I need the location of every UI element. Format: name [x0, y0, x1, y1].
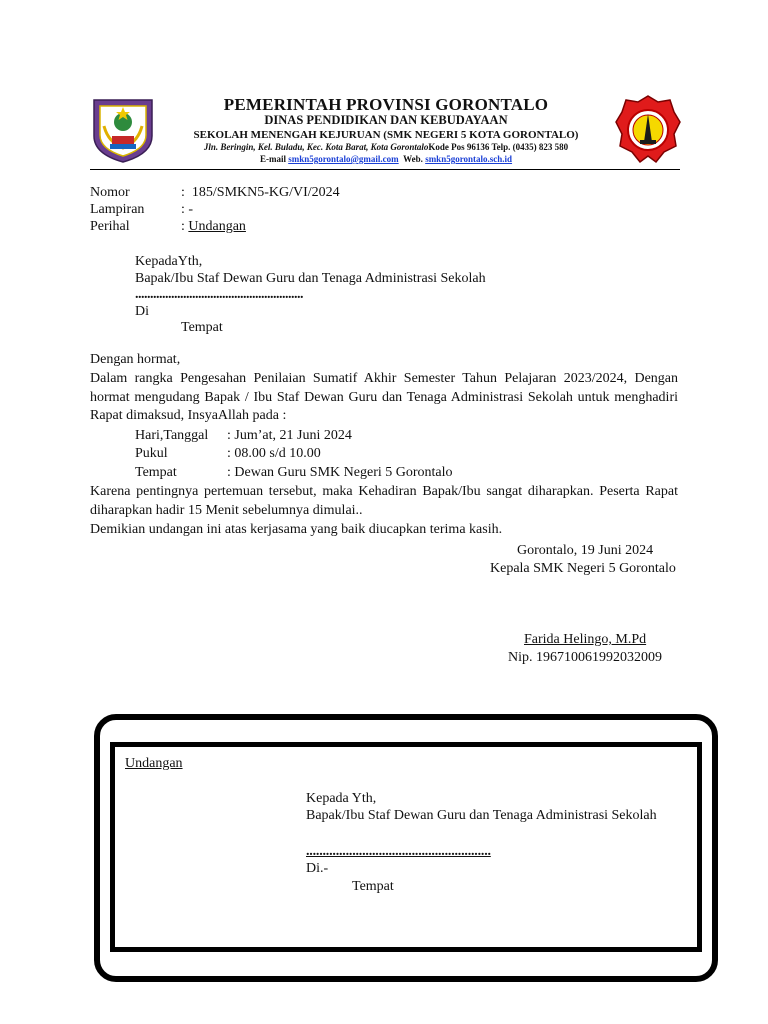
- detail-time-value: : 08.00 s/d 10.00: [227, 446, 321, 461]
- web-link[interactable]: smkn5gorontalo.sch.id: [425, 154, 513, 164]
- nomor-value: : 185/SMKN5-KG/VI/2024: [181, 185, 340, 200]
- header-address: [180, 142, 592, 152]
- envelope-kepada: Kepada Yth,: [306, 791, 377, 806]
- detail-date-value: : Jum’at, 21 Juni 2024: [227, 428, 352, 443]
- address-postal-phone: Kode Pos 96136 Telp. (0435) 823 580: [428, 142, 569, 152]
- web-label: Web.: [403, 154, 423, 164]
- body-paragraph-1: Dalam rangka Pengesahan Penilaian Sumatif Akhir Semester Tahun Pelajaran 2023/2024, Dengan hormat mengudang Bapak / Ibu Staf Dewan Guru dan Tenaga Administrasi Sekolah untuk menghadiri Rapat dimaksud, InsyaAllah pada :: [90, 371, 678, 423]
- greeting: Dengan hormat,: [90, 352, 181, 367]
- signature-name: Farida Helingo, M.Pd: [524, 632, 647, 647]
- detail-date-label: Hari,Tanggal: [135, 428, 209, 443]
- email-label: E-mail: [259, 154, 286, 164]
- recipient-name: Bapak/Ibu Staf Dewan Guru dan Tenaga Administrasi Sekolah: [135, 271, 486, 286]
- left-logo-emblem: [90, 96, 156, 164]
- perihal-value: Undangan: [188, 219, 246, 234]
- lampiran-label: Lampiran: [90, 202, 145, 217]
- header-school-name: SEKOLAH MENENGAH KEJURUAN (SMK NEGERI 5 KOTA GORONTALO): [193, 129, 579, 141]
- header-contact: [180, 154, 592, 164]
- body-paragraph-2: Karena pentingnya pertemuan tersebut, maka Kehadiran Bapak/Ibu sangat diharapkan. Peserta Rapat diharapkan hadir 15 Menit sebelumnya dimulai..: [90, 484, 678, 518]
- perihal-label: Perihal: [90, 219, 130, 234]
- envelope-dots: ........................................................: [306, 844, 491, 859]
- nomor-label: Nomor: [90, 185, 130, 200]
- perihal-colon: :: [181, 219, 189, 234]
- right-logo-emblem: [614, 94, 682, 164]
- signature-place-date: Gorontalo, 19 Juni 2024: [517, 543, 654, 558]
- recipient-di: Di: [135, 304, 149, 319]
- perihal-value-row: [181, 218, 246, 235]
- header-government-title: PEMERINTAH PROVINSI GORONTALO: [223, 95, 549, 114]
- email-link[interactable]: smkn5gorontalo@gmail.com: [288, 154, 399, 164]
- detail-place-value: : Dewan Guru SMK Negeri 5 Gorontalo: [227, 465, 453, 480]
- envelope-recipient: Bapak/Ibu Staf Dewan Guru dan Tenaga Administrasi Sekolah: [306, 808, 657, 823]
- envelope-title: Undangan: [125, 756, 183, 771]
- envelope-di: Di.-: [306, 861, 329, 876]
- closing-sentence: Demikian undangan ini atas kerjasama yang baik diucapkan terima kasih.: [90, 522, 503, 537]
- signature-nip: Nip. 196710061992032009: [508, 650, 662, 665]
- address-street: Jln. Beringin, Kel. Buladu, Kec. Kota Barat, Kota Gorontalo: [203, 142, 429, 152]
- detail-place-label: Tempat: [135, 465, 177, 480]
- signature-position: Kepala SMK Negeri 5 Gorontalo: [490, 561, 676, 576]
- envelope-tempat: Tempat: [352, 879, 394, 894]
- header-department: DINAS PENDIDIKAN DAN KEBUDAYAAN: [264, 113, 508, 127]
- recipient-kepada: KepadaYth,: [135, 254, 203, 269]
- recipient-dots: ........................................................: [135, 287, 303, 302]
- header-divider: [90, 169, 680, 170]
- lampiran-value: : -: [181, 202, 194, 217]
- recipient-tempat: Tempat: [181, 320, 223, 335]
- detail-time-label: Pukul: [135, 446, 168, 461]
